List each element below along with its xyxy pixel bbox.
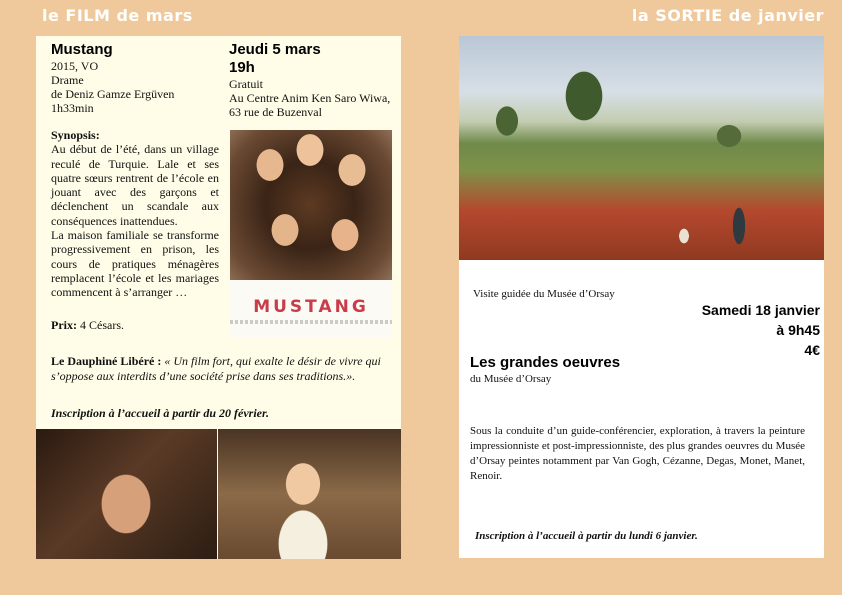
left-header: le FILM de mars: [42, 6, 193, 25]
right-header: la SORTIE de janvier: [631, 6, 824, 25]
prize-label: Prix:: [51, 318, 77, 332]
outing-panel: [459, 36, 824, 558]
outing-title: Les grandes oeuvres: [470, 354, 621, 371]
visit-label: Visite guidée du Musée d’Orsay: [473, 288, 615, 300]
synopsis-paragraph-2: La maison familiale se transforme progressivement en prison, les cours de pratiques ménagères remplacent l’école et les mariages commencent à s’arranger …: [51, 228, 219, 300]
film-director: de Deniz Gamze Ergüven: [51, 87, 175, 101]
outing-description: Sous la conduite d’un guide-conférencier, exploration, à travers la peinture impressionniste et post-impressionniste, des plus grandes oeuvres du Musée d’Orsay peintes notamment par Van Gogh, Cézanne, Degas, Monet, Manet, Renoir.: [470, 425, 805, 482]
review-source: Le Dauphiné Libéré :: [51, 354, 162, 368]
synopsis-label: Synopsis:: [51, 128, 100, 142]
film-title: Mustang: [51, 41, 113, 58]
review-quote: « Un film fort, qui exalte le désir de vivre qui s’oppose aux interdits d’une société prise dans ses traditions.».: [51, 354, 381, 383]
synopsis-paragraph-1: Au début de l’été, dans un village reculé de Turquie. Lale et ses quatre sœurs rentrent de l’école en jouant avec des garçons et déclenchent un scandale aux conséquences inattendues.: [51, 142, 219, 228]
poster-title: MUSTANG: [253, 297, 369, 317]
prize: [51, 318, 124, 333]
poster-credit-line: [230, 320, 392, 324]
poster-photo: [230, 130, 392, 280]
film-still-dance: [218, 429, 401, 559]
screening-time: 19h: [229, 59, 255, 76]
screening-price: Gratuit: [229, 77, 263, 91]
monet-poppies-painting: [459, 36, 824, 260]
screening-venue: Au Centre Anim Ken Saro Wiwa,: [229, 91, 391, 105]
outing-price: 4€: [804, 342, 820, 358]
screening-info: [229, 77, 399, 119]
screening-date: Jeudi 5 mars: [229, 41, 321, 58]
film-year: 2015, VO: [51, 59, 99, 73]
film-genre: Drame: [51, 73, 84, 87]
outing-date: Samedi 18 janvier: [701, 302, 820, 318]
film-meta: [51, 59, 231, 115]
press-review: [51, 354, 391, 384]
film-poster: [230, 130, 392, 337]
outing-inscription: Inscription à l’accueil à partir du lundi 6 janvier.: [475, 530, 698, 542]
outing-details: [702, 300, 820, 360]
outing-time: à 9h45: [776, 322, 820, 338]
outing-subtitle: du Musée d’Orsay: [470, 373, 552, 385]
film-panel: [36, 36, 401, 559]
film-duration: 1h33min: [51, 101, 94, 115]
screening-address: 63 rue de Buzenval: [229, 105, 322, 119]
film-inscription: Inscription à l’accueil à partir du 20 février.: [51, 406, 270, 420]
synopsis: [51, 128, 219, 300]
film-still-girl: [36, 429, 217, 559]
prize-value: 4 Césars.: [77, 318, 124, 332]
